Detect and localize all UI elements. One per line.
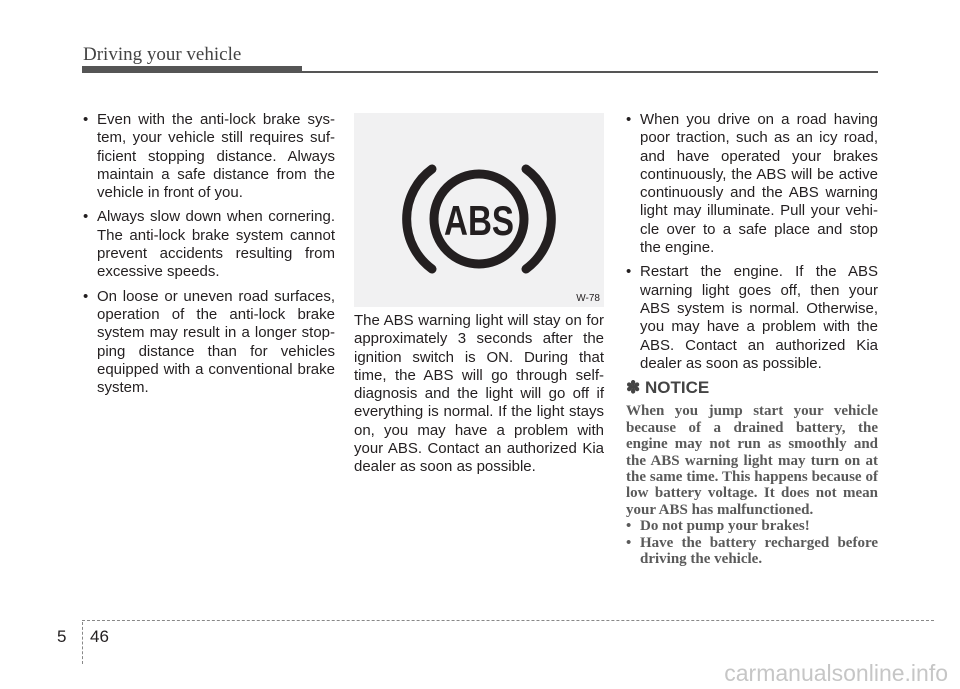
notice-heading: ✽ NOTICE	[626, 378, 710, 398]
list-item: • Do not pump your brakes!	[626, 518, 878, 534]
abs-figure	[354, 113, 604, 307]
notice-box	[626, 403, 878, 567]
list-item: • On loose or uneven road surfaces, operation of the anti-lock brake system may result in a longer stop-ping distance than for vehicles equipped with a conventional brake system.	[83, 288, 335, 398]
list-item: • Have the battery recharged before driving the vehicle.	[626, 535, 878, 568]
abs-symbol-text: ABS	[444, 197, 514, 244]
bullet-list	[83, 111, 335, 397]
column-left	[83, 111, 335, 403]
page-number: 46	[90, 627, 109, 646]
abs-warning-icon	[354, 113, 604, 307]
list-item: • When you drive on a road having poor traction, such as an icy road, and have operated your brakes continuously, the ABS will be active continuously and the ABS warning light may illuminate. Pull your vehi-cle over to a safe place and stop the engine.	[626, 111, 878, 257]
footer-divider	[82, 622, 83, 664]
footer-rule	[82, 620, 934, 621]
chapter-number: 5	[57, 627, 67, 646]
watermark: carmanualsonline.info	[724, 660, 948, 686]
notice-text: When you jump start your vehicle because of a drained battery, the engine may not run as smoothly and the ABS warning light may turn on at the same time. This happens because of low battery voltage. It does not mean your ABS has malfunctioned.	[626, 403, 878, 518]
figure-code: W-78	[576, 293, 600, 304]
column-middle	[354, 312, 604, 477]
list-item: • Even with the anti-lock brake sys-tem, your vehicle still requires suf-ficient stopping distance. Always maintain a safe distance from the vehicle in front of you.	[83, 111, 335, 202]
notice-list	[626, 518, 878, 567]
column-right	[626, 111, 878, 568]
list-item: • Always slow down when cornering. The anti-lock brake system cannot prevent accidents resulting from excessive speeds.	[83, 208, 335, 281]
header-rule-accent	[82, 66, 302, 72]
abs-light-paragraph: The ABS warning light will stay on for approximately 3 seconds after the ignition switch is ON. During that time, the ABS will go through self-diagnosis and the light will go off if everything is normal. If the light stays on, you may have a problem with your ABS. Contact an authorized Kia dealer as soon as possible.	[354, 312, 604, 476]
bullet-list	[626, 111, 878, 373]
list-item: • Restart the engine. If the ABS warning light goes off, then your ABS system is normal. Otherwise, you may have a problem with the ABS. Contact an authorized Kia dealer as soon as possible.	[626, 263, 878, 373]
header-title: Driving your vehicle	[83, 44, 242, 65]
